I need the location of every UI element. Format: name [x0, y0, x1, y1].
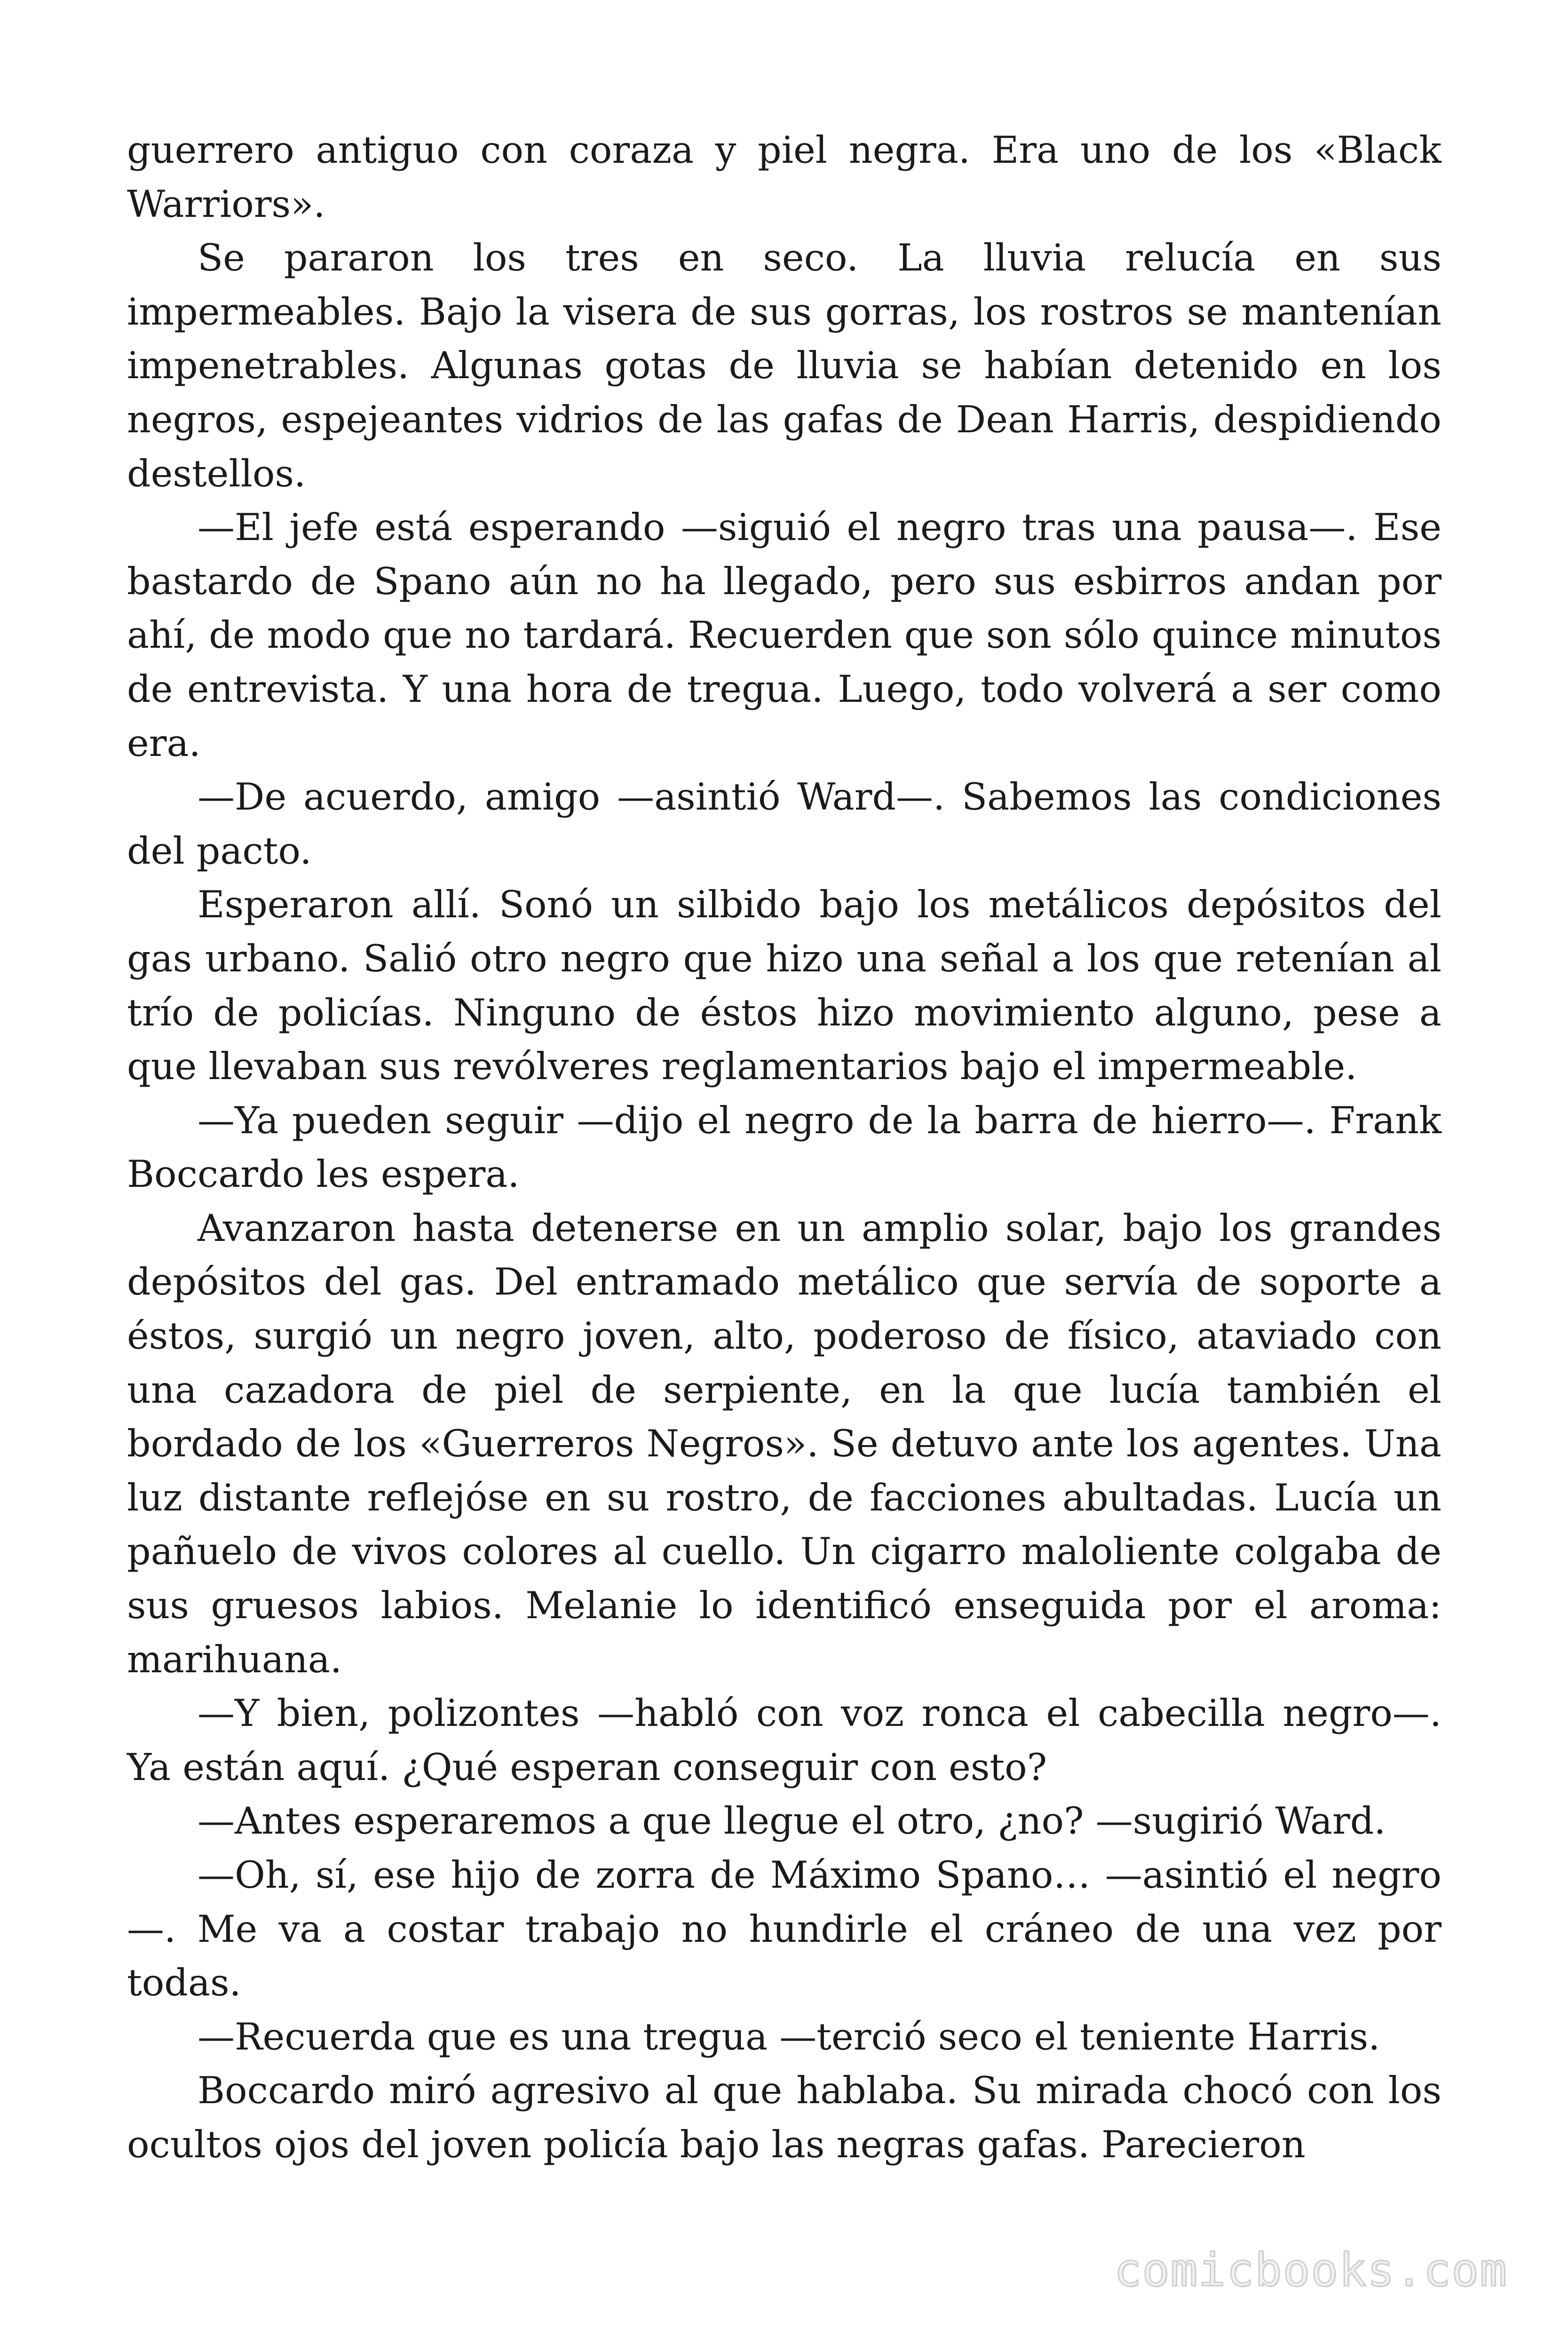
paragraph-7: Avanzaron hasta detenerse en un amplio solar, bajo los grandes depósitos del gas. Del entramado metálico que servía de soporte a éstos, surgió un negro joven, alto, poderoso de físico, ataviado con una cazadora de piel de serpiente, en la que lucía también el bordado de los «Guerreros Negros». Se detuvo ante los agentes. Una luz distante reflejóse en su rostro, de facciones abultadas. Lucía un pañuelo de vivos colores al cuello. Un cigarro maloliente colgaba de sus gruesos labios. Melanie lo identificó enseguida por el aroma: marihuana. — [127, 1206, 1441, 1681]
paragraph-1: guerrero antiguo con coraza y piel negra. Era uno de los «Black Warriors». — [127, 128, 1441, 226]
paragraph-6: —Ya pueden seguir —dijo el negro de la barra de hierro—. Frank Boccardo les espera. — [127, 1098, 1441, 1196]
paragraph-11: —Recuerda que es una tregua —terció seco el teniente Harris. — [198, 2015, 1380, 2058]
watermark: comicbooks.com — [1114, 2244, 1508, 2296]
paragraph-3: —El jefe está esperando —siguió el negro tras una pausa—. Ese bastardo de Spano aún no ha llegado, pero sus esbirros andan por ahí, de modo que no tardará. Recuerden que son sólo quince minutos de entrevista. Y una hora de tregua. Luego, todo volverá a ser como era. — [127, 506, 1441, 765]
paragraph-10: —Oh, sí, ese hijo de zorra de Máximo Spano… —asintió el negro —. Me va a costar trabajo no hundirle el cráneo de una vez por todas. — [127, 1853, 1441, 2005]
paragraph-9: —Antes esperaremos a que llegue el otro, ¿no? —sugirió Ward. — [198, 1799, 1386, 1843]
book-page-text — [127, 123, 1441, 2172]
paragraph-5: Esperaron allí. Sonó un silbido bajo los metálicos depósitos del gas urbano. Salió otro negro que hizo una señal a los que retenían al trío de policías. Ninguno de éstos hizo movimiento alguno, pese a que llevaban sus revólveres reglamentarios bajo el impermeable. — [127, 883, 1441, 1089]
paragraph-2: Se pararon los tres en seco. La lluvia relucía en sus impermeables. Bajo la visera de sus gorras, los rostros se mantenían impenetrables. Algunas gotas de lluvia se habían detenido en los negros, espejeantes vidrios de las gafas de Dean Harris, despidiendo destellos. — [127, 236, 1441, 495]
paragraph-12: Boccardo miró agresivo al que hablaba. Su mirada chocó con los ocultos ojos del joven policía bajo las negras gafas. Parecieron — [127, 2069, 1441, 2166]
paragraph-4: —De acuerdo, amigo —asintió Ward—. Sabemos las condiciones del pacto. — [127, 775, 1441, 873]
paragraph-8: —Y bien, polizontes —habló con voz ronca el cabecilla negro—. Ya están aquí. ¿Qué esperan conseguir con esto? — [127, 1692, 1441, 1789]
